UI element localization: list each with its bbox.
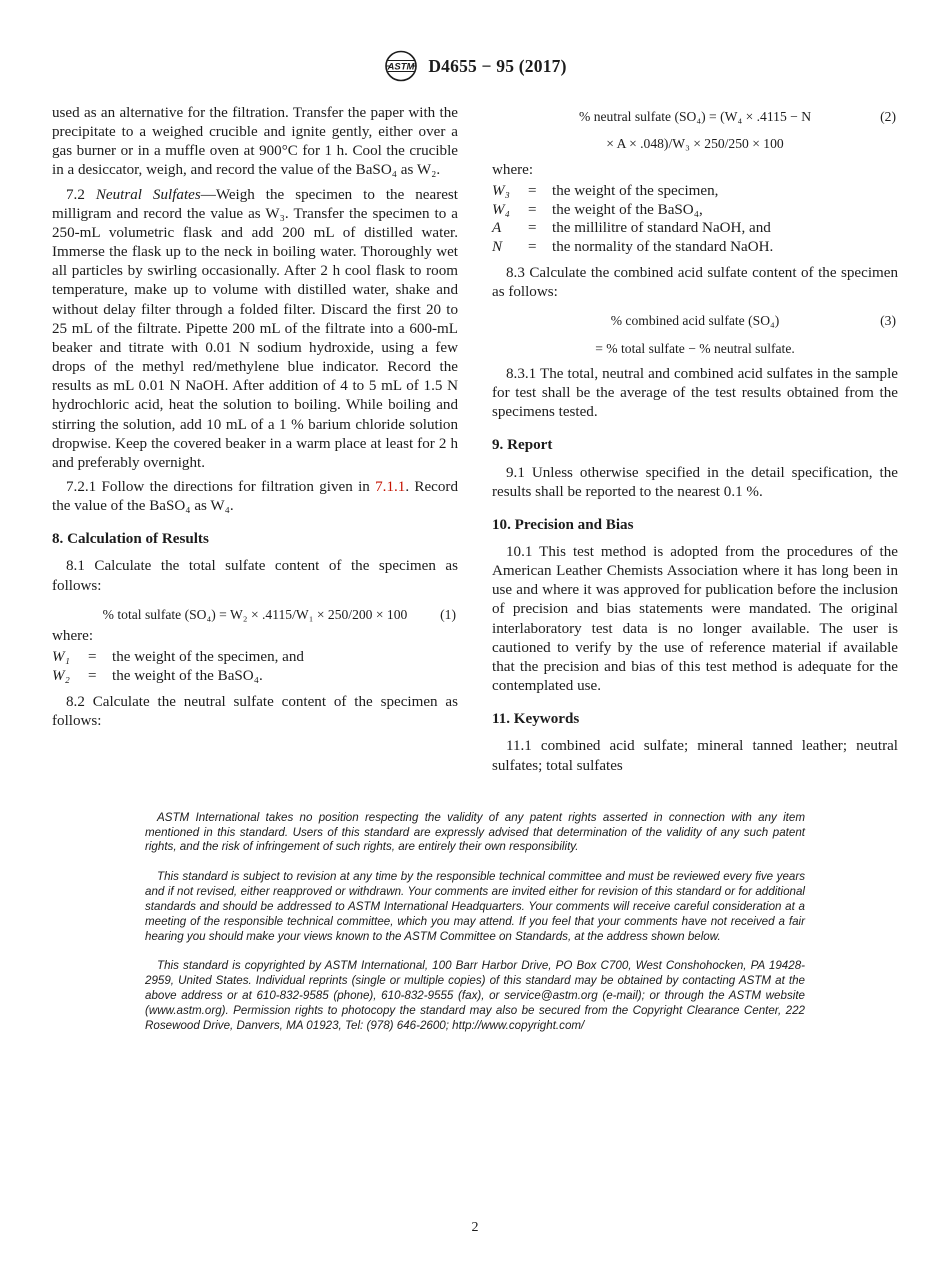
equation-1 bbox=[52, 606, 458, 623]
standard-designation-title: D4655 − 95 (2017) bbox=[428, 55, 567, 76]
section-heading-10: 10. Precision and Bias bbox=[492, 516, 634, 533]
revision-notice-note: This standard is subject to revision at any time by the responsible technical committee and must be reviewed every five years and if not revised, either reapproved or withdrawn. Your comments are invited either for revision of this standard or for additional standards and should be addressed to ASTM International Headquarters. Your comments will receive careful consideration at a meeting of the responsible technical committee, which you may attend. If you feel that your comments have not received a fair hearing you should make your views known to the ASTM Committee on Standards, at the address shown below. bbox=[145, 870, 805, 943]
where-row bbox=[492, 219, 898, 238]
equals-sign: = bbox=[88, 649, 97, 666]
equation-3-line1: % combined acid sulfate (SO₄) bbox=[610, 313, 780, 329]
paragraph-7-2 bbox=[52, 186, 458, 473]
copyright-notice-note: This standard is copyrighted by ASTM International, 100 Barr Harbor Drive, PO Box C700, West Conshohocken, PA 19428-2959, United States. Individual reprints (single or multiple copies) of this standard may be obtained by contacting ASTM at the above address or at 610-832-9585 (phone), 610-832-9555 (fax), or service@astm.org (e-mail); or through the ASTM website (www.astm.org). Permission rights to photocopy the standard may also be secured from the Copyright Clearance Center, 222 Rosewood Drive, Danvers, MA 01923, Tel: (978) 646-2600; http://www.copyright.com/ bbox=[145, 959, 805, 1032]
right-column bbox=[492, 104, 898, 781]
where-list-1 bbox=[52, 648, 458, 686]
equation-3-number: (3) bbox=[880, 313, 896, 329]
symbol-a: A bbox=[492, 220, 502, 237]
paragraph-7-2-1 bbox=[52, 478, 458, 516]
crossref-link-7-1-1[interactable]: 7.1.1 bbox=[375, 478, 406, 495]
where-row bbox=[52, 667, 458, 686]
page-number: 2 bbox=[471, 1220, 479, 1235]
equals-sign: = bbox=[528, 239, 537, 256]
equation-3 bbox=[492, 312, 898, 329]
paragraph-7-2-number: 7.2 bbox=[66, 186, 96, 203]
section-heading-11: 11. Keywords bbox=[492, 711, 580, 728]
symbol-w2: W₂ bbox=[52, 668, 70, 685]
paragraph-10-1: 10.1 This test method is adopted from the procedures of the American Leather Chemists Association where it has long been in use and where it was approved for publication before the inclusion of precision and bias statements were mandated. The original interlaboratory test data is no longer available. The user is cautioned to verify by the use of reference material if available that the precision and bias of this test method is adequate for the contemplated use. bbox=[492, 544, 898, 695]
left-column bbox=[52, 104, 458, 781]
paragraph-7-2-lead-italic: Neutral Sulfates bbox=[95, 186, 201, 203]
equation-2-number: (2) bbox=[880, 109, 896, 124]
paragraph-8-2: 8.2 Calculate the neutral sulfate content of the specimen as follows: bbox=[52, 693, 458, 730]
equals-sign: = bbox=[528, 201, 537, 218]
section-heading-8: 8. Calculation of Results bbox=[52, 531, 209, 548]
paragraph-8-1: 8.1 Calculate the total sulfate content of the specimen as follows: bbox=[52, 558, 458, 594]
definition-w3: the weight of the specimen, bbox=[552, 182, 719, 199]
symbol-w4: W₄ bbox=[492, 201, 510, 218]
equation-2-line1: % neutral sulfate (SO₄) = (W₄ × .4115 − N bbox=[578, 109, 812, 124]
where-label-2: where: bbox=[492, 161, 534, 178]
definition-w2: the weight of the BaSO₄. bbox=[112, 668, 263, 685]
equation-1-body: % total sulfate (SO₄) = W₂ × .4115/W₁ × 250/200 × 100 bbox=[102, 606, 408, 622]
symbol-w1: W₁ bbox=[52, 649, 70, 666]
where-row bbox=[492, 201, 898, 220]
paragraph-8-3-1: 8.3.1 The total, neutral and combined acid sulfates in the sample for test shall be the average of the test results obtained from the specimens tested. bbox=[492, 365, 898, 421]
section-heading-9: 9. Report bbox=[492, 437, 553, 454]
where-label-1: where: bbox=[52, 628, 94, 644]
paragraph-11-1: 11.1 combined acid sulfate; mineral tanned leather; neutral sulfates; total sulfates bbox=[492, 738, 898, 774]
definition-a: the millilitre of standard NaOH, and bbox=[552, 220, 771, 237]
definition-n: the normality of the standard NaOH. bbox=[552, 239, 774, 256]
equals-sign: = bbox=[528, 220, 537, 237]
equals-sign: = bbox=[528, 182, 537, 199]
paragraph-continuation: used as an alternative for the filtration. Transfer the paper with the precipitate to a weighed crucible and ignite gently, either over a gas burner or in a muffle oven at 900°C for 1 h. Cool the crucible in a desiccator, weigh, and record the value of the BaSO₄ as W₂. bbox=[52, 105, 458, 179]
equation-1-number: (1) bbox=[440, 606, 456, 622]
astm-logo-text: ASTM bbox=[387, 61, 415, 73]
paragraph-7-2-body: —Weigh the specimen to the nearest milligram and record the value as W₃. Transfer the specimen to a 250-mL volumetric flask and add 200 mL of distilled water. Immerse the flask up to the neck in boiling water. Thoroughly wet all particles by swirling occasionally. After 2 h cool flask to room temperature, make up to volume with distilled water, shake and without delay filter through a folded filter. Discard the first 20 to 25 mL of the filtrate. Pipette 200 mL of the filtrate into a 600-mL beaker and titrate with 0.01 N sodium hydroxide, using a few drops of the methyl red/methylene blue indicator. Record the results as mL 0.01 N NaOH. After addition of 4 to 5 mL of 1.5 N hydrochloric acid, heat the solution to boiling. While boiling and stirring the solution, add 10 mL of a 1 % barium chloride solution dropwise. Keep the covered beaker in a warm place at least for 2 h and preferably overnight. bbox=[52, 186, 458, 471]
patent-disclaimer-note: ASTM International takes no position respecting the validity of any patent rights asserted in connection with any item mentioned in this standard. Users of this standard are expressly advised that determination of the validity of any such patent rights, and the risk of infringement of such rights, are entirely their own responsibility. bbox=[145, 810, 805, 854]
paragraph-9-1: 9.1 Unless otherwise specified in the detail specification, the results shall be reported to the nearest 0.1 %. bbox=[492, 464, 898, 500]
definition-w4: the weight of the BaSO₄, bbox=[552, 201, 703, 218]
equation-2-line2: × A × .048)/W₃ × 250/250 × 100 bbox=[606, 136, 784, 152]
page-header bbox=[0, 0, 950, 82]
footer-notices bbox=[145, 811, 805, 1034]
paragraph-7-2-1-after: . Record the value of the BaSO₄ as W₄. bbox=[52, 478, 458, 515]
paragraph-7-2-1-before: 7.2.1 Follow the directions for filtration given in bbox=[66, 478, 376, 495]
body-columns bbox=[0, 82, 950, 781]
where-row bbox=[492, 238, 898, 257]
symbol-n: N bbox=[492, 239, 503, 256]
equation-2 bbox=[492, 108, 898, 125]
symbol-w3: W₃ bbox=[492, 182, 510, 199]
where-row bbox=[52, 648, 458, 667]
equation-3-line2: = % total sulfate − % neutral sulfate. bbox=[595, 340, 795, 356]
equals-sign: = bbox=[88, 668, 97, 685]
where-list-2 bbox=[492, 182, 898, 257]
astm-logo-icon bbox=[383, 50, 419, 82]
where-row bbox=[492, 182, 898, 201]
paragraph-8-3: 8.3 Calculate the combined acid sulfate content of the specimen as follows: bbox=[492, 265, 898, 301]
definition-w1: the weight of the specimen, and bbox=[112, 649, 304, 666]
